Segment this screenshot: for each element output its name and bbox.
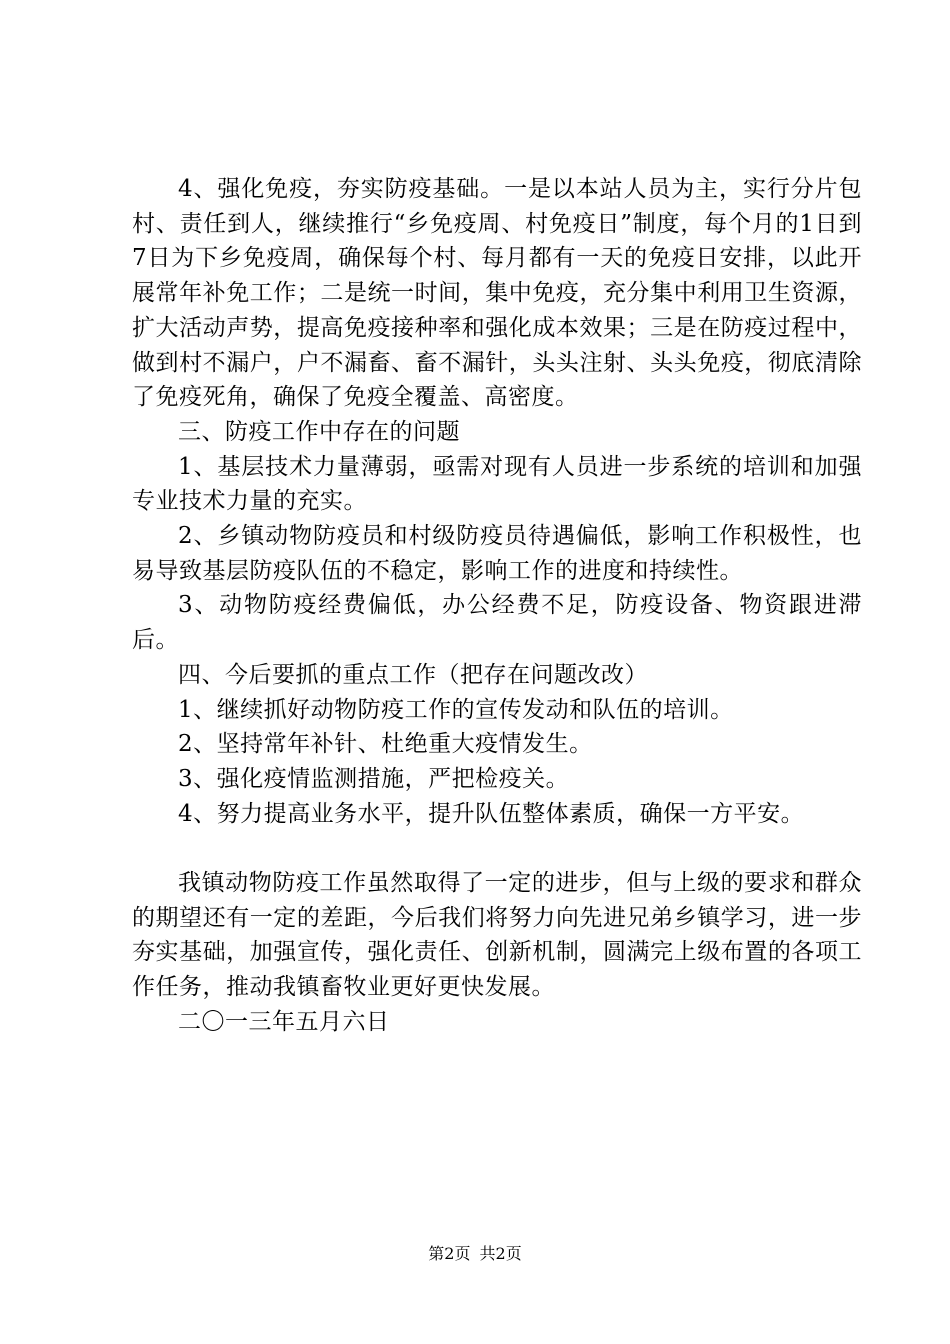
page-total: 共2页 — [479, 1244, 522, 1263]
section-heading-key-work: 四、今后要抓的重点工作（把存在问题改改） — [178, 661, 648, 688]
paragraph-problem-3: 3、动物防疫经费偏低，办公经费不足，防疫设备、物资跟进滞后。 — [132, 592, 862, 654]
paragraph-key-work-4: 4、努力提高业务水平，提升队伍整体素质，确保一方平安。 — [178, 800, 805, 827]
document-body — [132, 172, 862, 1040]
document-date: 二〇一三年五月六日 — [178, 1008, 390, 1035]
section-heading-problems: 三、防疫工作中存在的问题 — [178, 418, 460, 445]
page-footer — [0, 1244, 950, 1264]
paragraph-immunization: 4、强化免疫，夯实防疫基础。一是以本站人员为主，实行分片包村、责任到人，继续推行“乡免疫周、村免疫日”制度，每个月的1日到7日为下乡免疫周，确保每个村、每月都有一天的免疫日安排，以此开展常年补免工作；二是统一时间，集中免疫，充分集中利用卫生资源，扩大活动声势，提高免疫接种率和强化成本效果；三是在防疫过程中，做到村不漏户，户不漏畜、畜不漏针，头头注射、头头免疫，彻底清除了免疫死角，确保了免疫全覆盖、高密度。 — [132, 176, 862, 411]
paragraph-conclusion: 我镇动物防疫工作虽然取得了一定的进步，但与上级的要求和群众的期望还有一定的差距，今后我们将努力向先进兄弟乡镇学习，进一步夯实基础，加强宣传，强化责任、创新机制，圆满完上级布置的各项工作任务，推动我镇畜牧业更好更快发展。 — [132, 870, 862, 1001]
paragraph-key-work-2: 2、坚持常年补针、杜绝重大疫情发生。 — [178, 731, 593, 758]
paragraph-key-work-3: 3、强化疫情监测措施，严把检疫关。 — [178, 765, 570, 792]
page-number: 第2页 — [428, 1244, 471, 1263]
paragraph-problem-1: 1、基层技术力量薄弱，亟需对现有人员进一步系统的培训和加强专业技术力量的充实。 — [132, 453, 862, 515]
paragraph-key-work-1: 1、继续抓好动物防疫工作的宣传发动和队伍的培训。 — [178, 696, 734, 723]
paragraph-problem-2: 2、乡镇动物防疫员和村级防疫员待遇偏低，影响工作积极性，也易导致基层防疫队伍的不稳定，影响工作的进度和持续性。 — [132, 523, 862, 584]
